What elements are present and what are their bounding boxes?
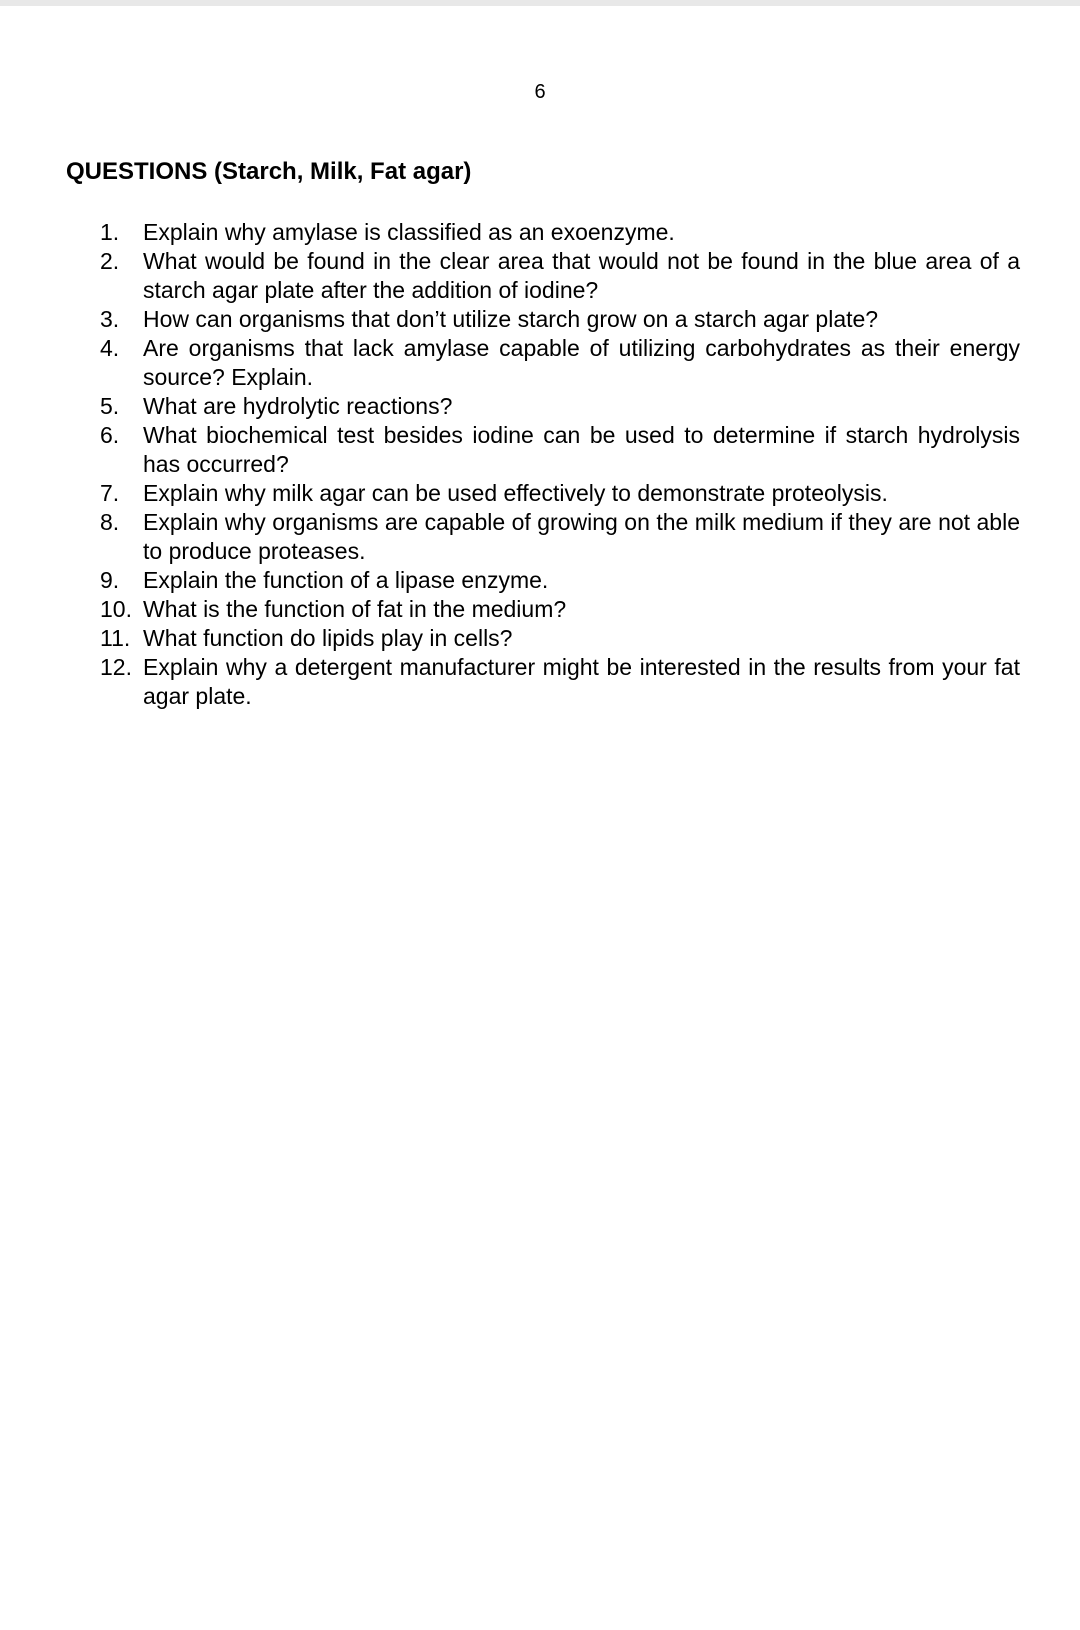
question-item-9	[100, 566, 1020, 595]
question-number: 10.	[100, 596, 132, 622]
question-number: 9.	[100, 567, 120, 593]
question-text: Explain why milk agar can be used effectively to demonstrate proteolysis.	[143, 480, 888, 506]
page-top-edge	[0, 0, 1080, 6]
question-item-7	[100, 479, 1020, 508]
question-text: Explain why amylase is classified as an exoenzyme.	[143, 219, 675, 245]
question-text: Explain why organisms are capable of growing on the milk medium if they are not able to produce proteases.	[143, 509, 1020, 564]
question-list	[100, 218, 1020, 711]
question-item-1	[100, 218, 1020, 247]
question-item-4	[100, 334, 1020, 392]
question-text: What biochemical test besides iodine can be used to determine if starch hydrolysis has occurred?	[143, 422, 1020, 477]
question-number: 1.	[100, 219, 120, 245]
section-heading: QUESTIONS (Starch, Milk, Fat agar)	[66, 158, 472, 185]
question-item-6	[100, 421, 1020, 479]
question-text: What is the function of fat in the medium?	[143, 596, 567, 622]
question-number: 4.	[100, 335, 120, 361]
question-number: 11.	[100, 625, 131, 651]
question-text: Are organisms that lack amylase capable of utilizing carbohydrates as their energy source? Explain.	[143, 335, 1020, 390]
question-number: 6.	[100, 422, 120, 448]
page-number: 6	[534, 81, 546, 103]
question-item-10	[100, 595, 1020, 624]
question-text: Explain the function of a lipase enzyme.	[143, 567, 549, 593]
question-text: What would be found in the clear area that would not be found in the blue area of a starch agar plate after the addition of iodine?	[143, 248, 1020, 303]
question-item-2	[100, 247, 1020, 305]
question-text: What are hydrolytic reactions?	[143, 393, 453, 419]
question-item-12	[100, 653, 1020, 711]
question-number: 7.	[100, 480, 120, 506]
question-item-8	[100, 508, 1020, 566]
question-number: 8.	[100, 509, 120, 535]
question-number: 3.	[100, 306, 120, 332]
question-number: 12.	[100, 654, 132, 680]
question-number: 2.	[100, 248, 120, 274]
question-item-11	[100, 624, 1020, 653]
question-number: 5.	[100, 393, 120, 419]
question-text: How can organisms that don’t utilize starch grow on a starch agar plate?	[143, 306, 879, 332]
question-item-5	[100, 392, 1020, 421]
question-text: What function do lipids play in cells?	[143, 625, 513, 651]
question-text: Explain why a detergent manufacturer might be interested in the results from your fat agar plate.	[143, 654, 1020, 709]
question-item-3	[100, 305, 1020, 334]
